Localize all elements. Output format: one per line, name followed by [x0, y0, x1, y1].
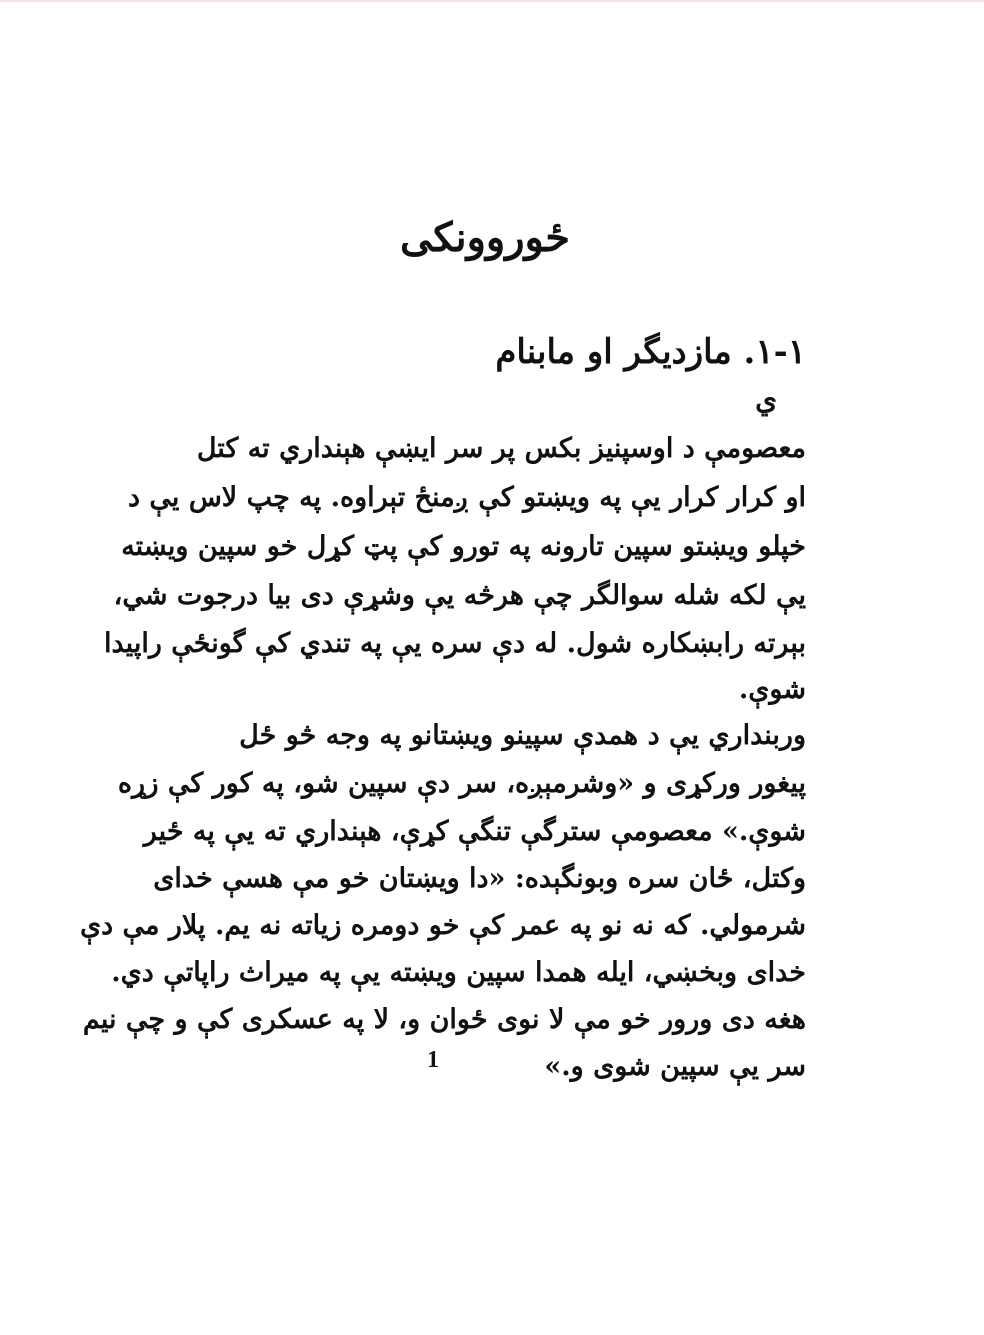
paragraph-line: پیغور ورکړی و «وشرمېږه، سر دې سپین شو، په کور کې زړه	[117, 768, 806, 799]
paragraph-line: وربنداري یې د همدې سپینو ویښتانو په وجه څو ځل	[239, 720, 806, 751]
paragraph-line: بېرته رابښکاره شول. له دې سره یې په تندي کې گونځې راپيدا	[104, 628, 806, 659]
paragraph-line: شوې.	[738, 674, 806, 705]
paragraph-line: شوې.» معصومې سترگې تنگې کړې، هېنداري ته یې په ځیر	[143, 816, 806, 847]
paragraph-line: خدای وبخښي، ایله همدا سپین ویښته یې په میراث راپاتې دي.	[111, 957, 806, 988]
page-title: ځوروونکی	[400, 214, 570, 261]
paragraph-line: او کرار کرار یې په ویښتو کې ږمنځ تېراوه. په چپ لاس یې د	[127, 482, 806, 513]
paragraph-line: شرمولي. که نه نو په عمر کې خو دومره زیاته نه یم. پلار مې دې	[79, 910, 806, 941]
page-number: 1	[427, 1047, 439, 1073]
paragraph-line: سر یې سپین شوی و.»	[544, 1051, 806, 1082]
section-heading-continuation: ي	[755, 383, 777, 416]
paragraph-line: وکتل، ځان سره وبونگېده: «دا ویښتان خو مې هسې خدای	[153, 863, 806, 894]
paragraph-line: معصومې د اوسپنیز بکس پر سر ایښې هېنداري ته کتل	[196, 433, 806, 464]
paragraph-line: خپلو ویښتو سپین تارونه په تورو کې پټ کړل خو سپین ویښته	[121, 531, 806, 562]
paragraph-line: هغه دی ورور خو مې لا نوی ځوان و، لا په عسکری کې و چې نیم	[82, 1004, 806, 1035]
paragraph-line: یې لکه شله سوالگر چې هرڅه یې وشړې دی بیا درجوت شي،	[113, 580, 806, 611]
section-heading: ۱-۱. مازدیگر او مابنام	[495, 332, 806, 372]
